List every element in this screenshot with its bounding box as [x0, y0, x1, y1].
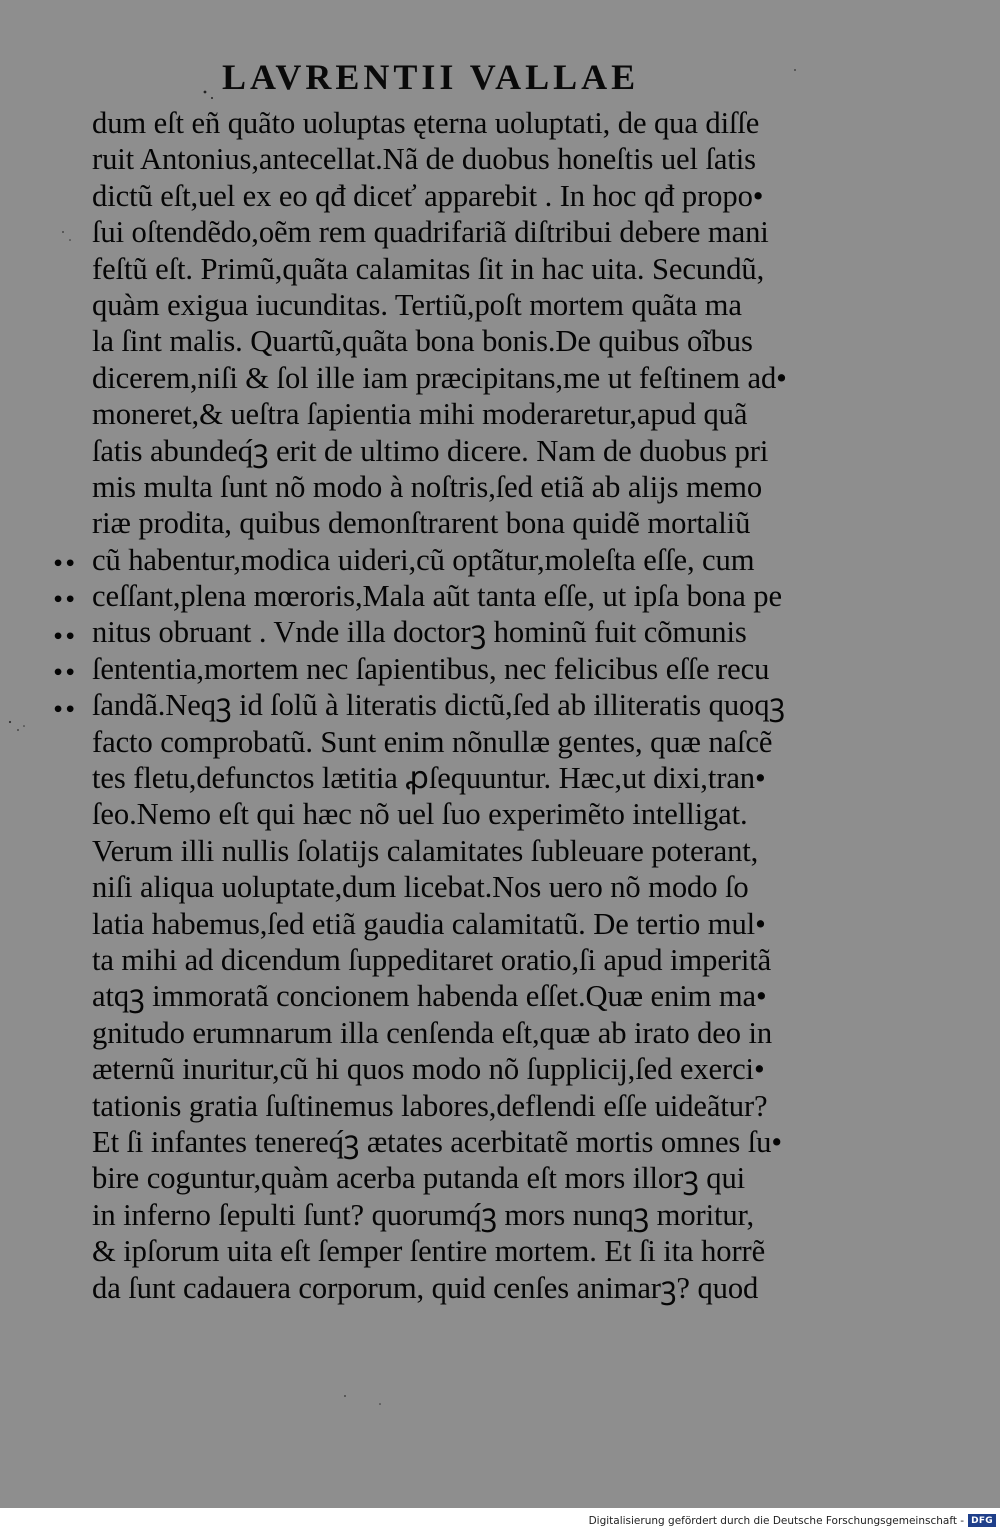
margin-mark: ••	[52, 698, 77, 721]
text-line: tes fletu,defunctos lætitia ꝓſequuntur. Hæc,ut dixi,tran•	[92, 761, 766, 796]
text-line: facto comprobatũ. Sunt enim nõnullæ gentes, quæ naſcẽ	[92, 724, 773, 759]
margin-mark: ••	[52, 625, 77, 648]
text-line: ſui oſtendẽdo,oẽm rem quadrifariã diſtribui debere mani	[92, 215, 769, 250]
text-line: dum eſt eñ quãto uoluptas ęterna uoluptati, de qua diſſe	[92, 106, 760, 140]
digitization-footer	[589, 1511, 996, 1530]
margin-mark: ••	[52, 662, 77, 685]
text-line: Verum illi nullis ſolatijs calamitates ſubleuare poterant,	[92, 833, 759, 868]
text-line: ta mihi ad dicendum ſuppeditaret oratio,ſi apud imperitã	[92, 942, 772, 977]
text-line: ruit Antonius,antecellat.Nã de duobus honeſtis uel ſatis	[92, 142, 756, 177]
text-line: da ſunt cadauera corporum, quid cenſes animarꝫ? quod	[92, 1270, 759, 1305]
text-line: gnitudo erumnarum illa cenſenda eſt,quæ ab irato deo in	[92, 1015, 773, 1050]
text-line: tationis gratia ſuſtinemus labores,deflendi eſſe uideãtur?	[92, 1088, 768, 1123]
text-line: latia habemus,ſed etiã gaudia calamitatũ. De tertio mul•	[92, 906, 766, 941]
text-line: feſtũ eſt. Primũ,quãta calamitas ſit in hac uita. Secundũ,	[92, 251, 765, 286]
margin-mark: ••	[52, 589, 77, 612]
margin-marks	[52, 546, 76, 728]
text-line: riæ prodita, quibus demonſtrarent bona quidẽ mortaliũ	[92, 506, 751, 541]
text-line: ſententia,mortem nec ſapientibus, nec felicibus eſſe recu	[92, 651, 770, 686]
running-head: LAVRENTII VALLAE	[222, 57, 640, 97]
text-line: quàm exigua iucunditas. Tertiũ,poſt mortem quãta ma	[92, 287, 742, 322]
body-text	[92, 105, 972, 1306]
text-line: atqꝫ immoratã concionem habenda eſſet.Quæ enim ma•	[92, 979, 767, 1014]
text-line: moneret,& ueſtra ſapientia mihi moderaretur,apud quã	[92, 397, 748, 432]
funding-credit: Digitalisierung gefördert durch die Deutsche Forschungsgemeinschaft -	[588, 1514, 965, 1527]
text-line: ſatis abundeq́ꝫ erit de ultimo dicere. Nam de duobus pri	[92, 433, 769, 468]
text-line: niſi aliqua uoluptate,dum licebat.Nos uero nõ modo ſo	[92, 870, 749, 905]
text-line: mis multa ſunt nõ modo à noſtris,ſed etiã ab alijs memo	[92, 469, 763, 504]
text-line: in inferno ſepulti ſunt? quorumq́ꝫ mors nunqꝫ moritur,	[92, 1197, 755, 1232]
text-line: ſeo.Nemo eſt qui hæc nõ uel ſuo experimẽto intelligat.	[92, 797, 748, 832]
text-line: nitus obruant . Vnde illa doctorꝫ hominũ fuit cõmunis	[92, 615, 747, 650]
text-line: dictũ eſt,uel ex eo qđ diceť apparebit . In hoc qđ propo•	[92, 178, 764, 213]
text-line: cũ habentur,modica uideri,cũ optãtur,moleſta eſſe, cum	[92, 542, 755, 577]
text-line: & ipſorum uita eſt ſemper ſentire mortem. Et ſi ita horrẽ	[92, 1234, 766, 1269]
text-line: dicerem,niſi & ſol ille iam præcipitans,me ut feſtinem ad•	[92, 360, 787, 395]
dfg-logo: DFG	[968, 1514, 996, 1527]
text-line: la ſint malis. Quartũ,quãta bona bonis.De quibus oĩbus	[92, 324, 753, 359]
text-line: æternũ inuritur,cũ hi quos modo nõ ſupplicij,ſed exerci•	[92, 1052, 765, 1087]
text-line: Et ſi infantes tenereq́ꝫ ætates acerbitatẽ mortis omnes ſu•	[92, 1124, 782, 1159]
margin-mark: ••	[52, 553, 77, 575]
text-line: ceſſant,plena mœroris,Mala aũt tanta eſſe, ut ipſa bona pe	[92, 579, 782, 614]
text-line: bire coguntur,quàm acerba putanda eſt mors illorꝫ qui	[92, 1161, 746, 1196]
text-line: ſandã.Neqꝫ id ſolũ à literatis dictũ,ſed ab illiteratis quoqꝫ	[92, 688, 785, 723]
